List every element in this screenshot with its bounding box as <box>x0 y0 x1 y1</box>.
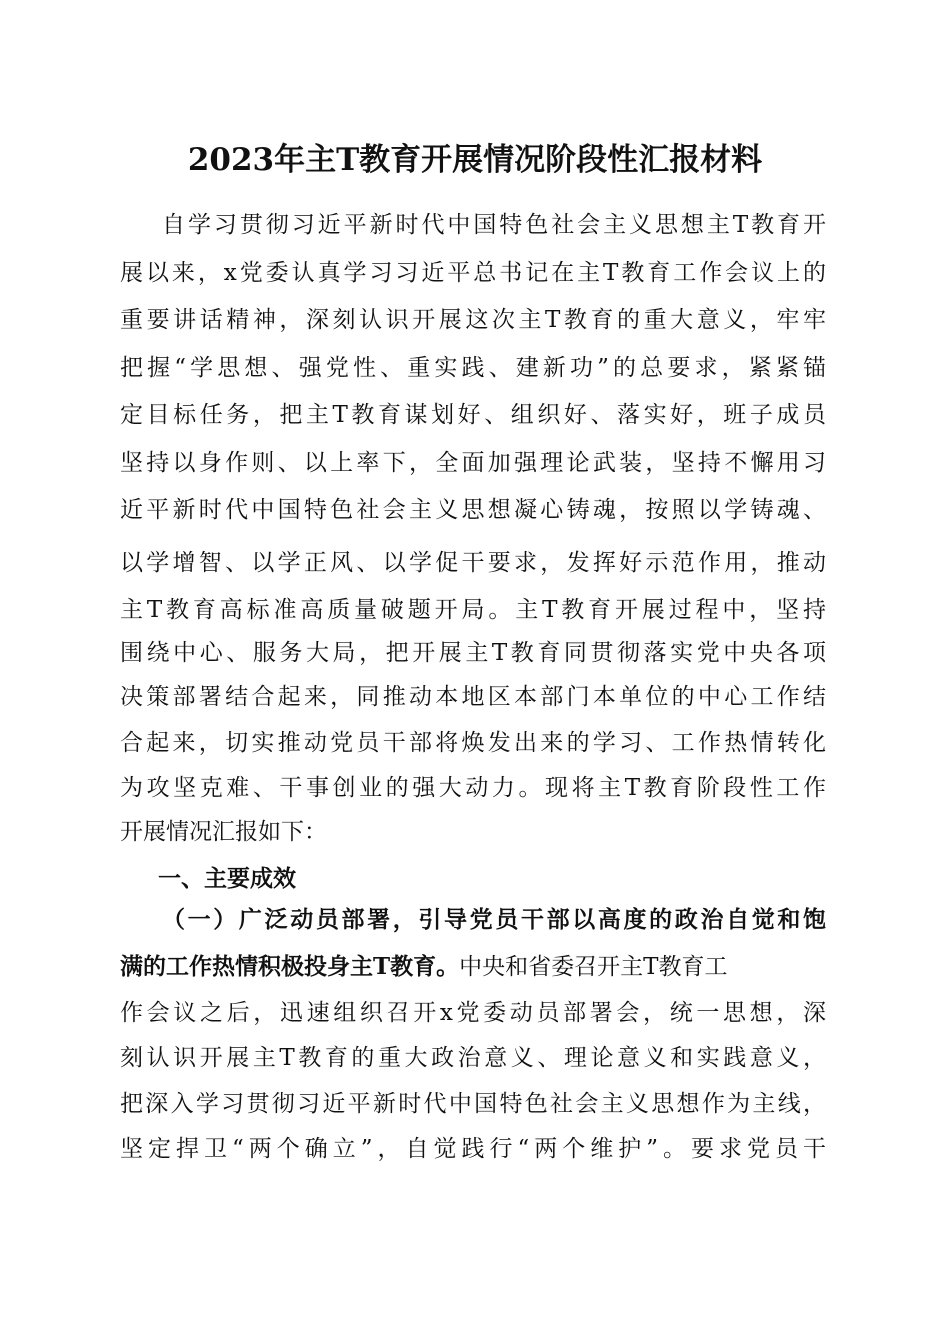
paragraph-line: 刻认识开展主T教育的重大政治意义、理论意义和实践意义， <box>120 1045 826 1071</box>
intro-line: 合起来，切实推动党员干部将焕发出来的学习、工作热情转化 <box>120 730 826 756</box>
intro-line: 展以来，x党委认真学习习近平总书记在主T教育工作会议上的 <box>120 260 826 286</box>
intro-line: 自学习贯彻习近平新时代中国特色社会主义思想主T教育开 <box>162 212 826 238</box>
intro-line: 重要讲话精神，深刻认识开展这次主T教育的重大意义，牢牢 <box>120 307 826 333</box>
section-heading: 一、主要成效 <box>158 866 296 892</box>
intro-line: 近平新时代中国特色社会主义思想凝心铸魂，按照以学铸魂、 <box>120 497 826 523</box>
intro-line: 坚持以身作则、以上率下，全面加强理论武装，坚持不懈用习 <box>120 450 826 476</box>
intro-line: 围绕中心、服务大局，把开展主T教育同贯彻落实党中央各项 <box>120 640 826 666</box>
paragraph-line: 把深入学习贯彻习近平新时代中国特色社会主义思想作为主线， <box>120 1091 826 1117</box>
paragraph-line: 作会议之后，迅速组织召开x党委动员部署会，统一思想，深 <box>120 1000 826 1026</box>
paragraph-line: 坚定捍卫“两个确立”，自觉践行“两个维护”。要求党员干 <box>120 1136 826 1162</box>
intro-line: 主T教育高标准高质量破题开局。主T教育开展过程中，坚持 <box>120 597 826 623</box>
intro-line: 以学增智、以学正风、以学促干要求，发挥好示范作用，推动 <box>120 550 826 576</box>
paragraph-text: 中央和省委召开主T教育工 <box>459 954 728 980</box>
intro-line: 开展情况汇报如下： <box>120 819 327 845</box>
subsection-mixed-line <box>120 945 826 989</box>
intro-line: 决策部署结合起来，同推动本地区本部门本单位的中心工作结 <box>120 684 826 710</box>
subsection-heading-line: （一）广泛动员部署，引导党员干部以高度的政治自觉和饱 <box>162 906 826 933</box>
intro-line: 为攻坚克难、干事创业的强大动力。现将主T教育阶段性工作 <box>120 775 826 801</box>
subsection-heading-tail: 满的工作热情积极投身主T教育。 <box>120 953 460 980</box>
intro-line: 定目标任务，把主T教育谋划好、组织好、落实好，班子成员 <box>120 402 826 428</box>
intro-line: 把握“学思想、强党性、重实践、建新功”的总要求，紧紧锚 <box>120 355 826 381</box>
document-title: 2023年主T教育开展情况阶段性汇报材料 <box>187 142 763 178</box>
